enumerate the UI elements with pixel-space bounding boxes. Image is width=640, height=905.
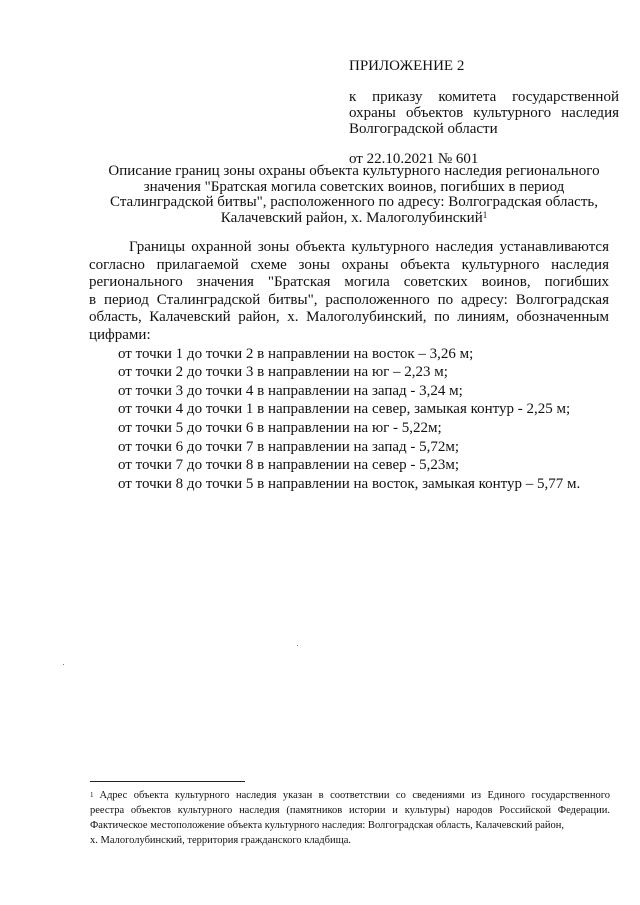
paragraph-line: регионального значения "Братская могила советских воинов, погибших — [89, 274, 609, 291]
document-title — [94, 164, 614, 226]
list-item: от точки 5 до точки 6 в направлении на юг - 5,22м; — [118, 419, 442, 436]
appendix-reference-line: к приказу комитета государственной — [349, 89, 619, 105]
list-item: от точки 3 до точки 4 в направлении на запад - 3,24 м; — [118, 382, 463, 399]
document-body — [89, 239, 609, 493]
paragraph-line: согласно прилагаемой схеме зоны охраны объекта культурного наследия — [89, 256, 609, 273]
footnote-line: Адрес объекта культурного наследия указан в соответствии со сведениями из Единого государственного — [99, 790, 610, 801]
intro-paragraph — [89, 239, 609, 345]
appendix-reference-line: Волгоградской области — [349, 121, 498, 137]
paragraph-line: область, Калачевский район, х. Малоголубинский, по линиям, обозначенным — [89, 309, 609, 326]
footnote — [90, 788, 610, 848]
footnote-line: х. Малоголубинский, территория гражданского кладбища. — [90, 835, 351, 846]
title-line: Калачевский район, х. Малоголубинский — [220, 209, 483, 226]
list-item: от точки 7 до точки 8 в направлении на север - 5,23м; — [118, 457, 460, 474]
footnote-reference: 1 — [482, 209, 488, 220]
footnote-line: реестра объектов культурного наследия (памятников истории и культуры) народов Российской Федерации. — [90, 805, 610, 816]
paragraph-line: Границы охранной зоны объекта культурного наследия устанавливаются — [129, 239, 609, 255]
footnote-line: Фактическое местоположение объекта культурного наследия: Волгоградская область, Калачевский район, — [90, 820, 564, 831]
paragraph-line: цифрами: — [89, 326, 151, 343]
title-line: значения "Братская могила советских воинов, погибших в период — [143, 178, 565, 195]
list-item: от точки 6 до точки 7 в направлении на запад - 5,72м; — [118, 438, 460, 455]
list-item: от точки 2 до точки 3 в направлении на юг – 2,23 м; — [118, 364, 448, 381]
scan-speck — [63, 664, 64, 665]
paragraph-line: в период Сталинградской битвы", расположенного по адресу: Волгоградская — [89, 291, 609, 308]
list-item: от точки 8 до точки 5 в направлении на восток, замыкая контур – 5,77 м. — [118, 475, 581, 492]
appendix-reference-line: охраны объектов культурного наследия — [349, 105, 619, 121]
appendix-title: ПРИЛОЖЕНИЕ 2 — [349, 58, 465, 74]
order-date-number: от 22.10.2021 № 601 — [349, 151, 479, 167]
title-line: Сталинградской битвы", расположенного по адресу: Волгоградская область, — [110, 194, 598, 210]
boundary-lines-list — [89, 345, 609, 494]
footnote-mark: 1 — [90, 791, 94, 799]
scan-speck — [297, 645, 298, 646]
title-line: Описание границ зоны охраны объекта культурного наследия регионального — [108, 163, 600, 179]
appendix-header — [349, 58, 619, 167]
footnote-divider — [90, 781, 245, 782]
list-item: от точки 4 до точки 1 в направлении на север, замыкая контур - 2,25 м; — [118, 401, 571, 418]
list-item: от точки 1 до точки 2 в направлении на восток – 3,26 м; — [118, 345, 474, 362]
appendix-reference — [349, 89, 619, 137]
